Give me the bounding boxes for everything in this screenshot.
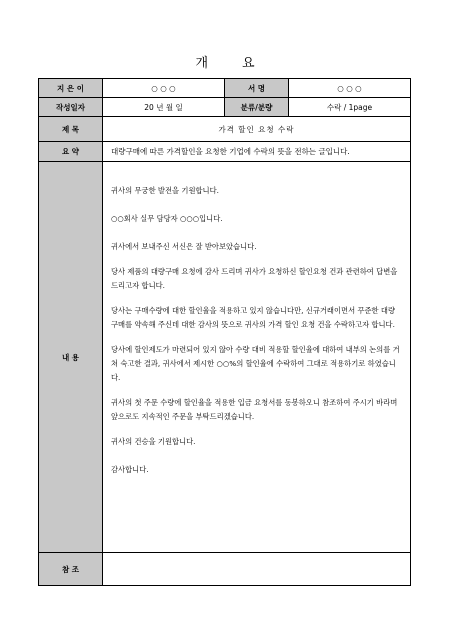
category-value[interactable]: 수락 / 1page [289, 98, 411, 117]
content-paragraph: 귀사의 첫 주문 수량에 할인율을 적용한 입금 요청서를 동봉하오니 참조하여 주시기 바라며 앞으로도 지속적인 주문을 부탁드리겠습니다. [111, 398, 398, 421]
content-paragraph: 당사는 구매수량에 대한 할인율을 적용하고 있지 않습니다만, 신규거래이면서 꾸준한 대량구매를 약속해 주신데 대한 감사의 뜻으로 귀사의 가격 할인 요청 건을 수락하고자 합니다. [111, 306, 395, 329]
reference-value[interactable] [103, 553, 411, 586]
content-body[interactable] [103, 162, 411, 553]
signature-label: 서 명 [225, 79, 289, 98]
content-paragraph: 귀사에서 보내주신 서신은 잘 받아보았습니다. [111, 242, 257, 251]
summary-value[interactable]: 대량구매에 따른 가격할인을 요청한 기업에 수락의 뜻을 전하는 글입니다. [103, 142, 411, 162]
date-value[interactable]: 20 년 월 일 [103, 98, 225, 117]
content-paragraph: 귀사의 건승을 기원합니다. [111, 437, 196, 446]
signature-value[interactable]: ○ ○ ○ [289, 79, 411, 98]
subject-value[interactable]: 가격 할인 요청 수락 [103, 117, 411, 142]
content-paragraph: 귀사의 무궁한 발전을 기원합니다. [111, 186, 219, 195]
title-char-2: 요 [242, 56, 255, 71]
content-paragraph: 당사에 할인제도가 마련되어 있지 않아 수량 대비 적용할 할인율에 대하여 내부의 논의를 거쳐 숙고한 결과, 귀사에서 제시한 ○○%의 할인율에 수락하여 그대로 적용하기로 하였습니다. [111, 345, 400, 382]
content-paragraph: ○○회사 실무 담당자 ○○○입니다. [111, 214, 223, 223]
content-paragraph: 당사 제품의 대량구매 요청에 감사 드리며 귀사가 요청하신 할인요청 건과 관련하여 답변을 드리고자 합니다. [111, 267, 398, 290]
title-char-1: 개 [195, 56, 208, 71]
subject-label: 제 목 [39, 117, 103, 142]
author-label: 지 은 이 [39, 79, 103, 98]
reference-label: 참 조 [39, 553, 103, 586]
document-title [0, 52, 450, 71]
author-value[interactable]: ○ ○ ○ [103, 79, 225, 98]
summary-label: 요 약 [39, 142, 103, 162]
content-label: 내 용 [39, 162, 103, 553]
content-paragraph: 감사합니다. [111, 465, 149, 474]
category-label: 분류/분량 [225, 98, 289, 117]
overview-form [38, 78, 411, 586]
date-label: 작성일자 [39, 98, 103, 117]
